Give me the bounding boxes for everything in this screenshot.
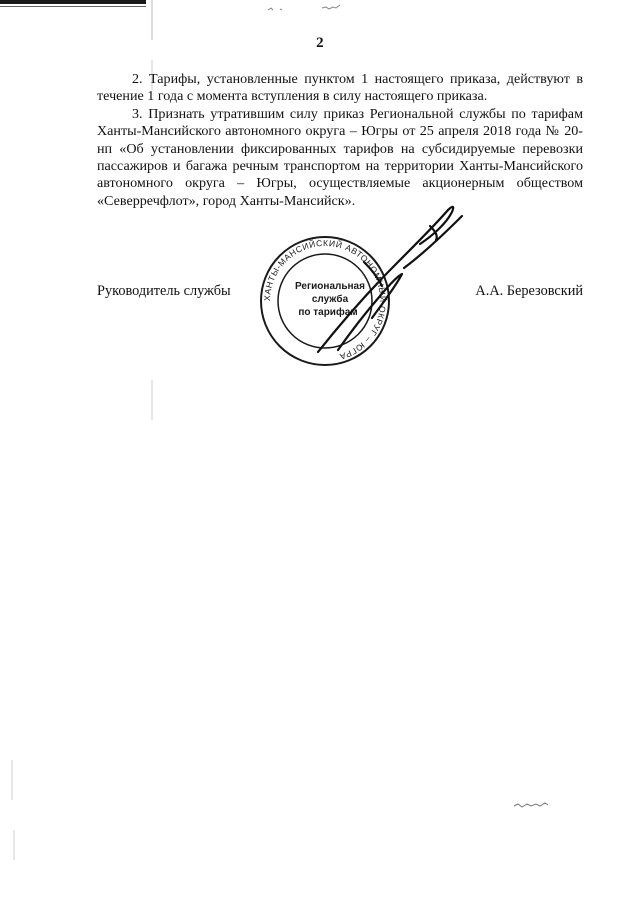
official-seal-stamp	[258, 234, 392, 368]
svg-text:служба: служба	[311, 294, 349, 305]
scan-edge-bar	[0, 0, 146, 4]
svg-text:Региональная: Региональная	[295, 281, 365, 292]
paragraph-2: 2. Тарифы, установленные пунктом 1 настоящего приказа, действуют в течение 1 года с момента вступления в силу настоящего приказа.	[97, 71, 583, 105]
svg-text:ХАНТЫ-МАНСИЙСКИЙ АВТОНОМНЫЙ ОК: ХАНТЫ-МАНСИЙСКИЙ АВТОНОМНЫЙ ОКРУГ – ЮГРА	[261, 237, 389, 362]
page-number: 2	[316, 35, 324, 51]
document-body	[97, 71, 583, 210]
scan-edge-line	[0, 6, 146, 7]
paragraph-3: 3. Признать утратившим силу приказ Региональной службы по тарифам Ханты-Мансийского автономного округа – Югры от 25 апреля 2018 года № 20-нп «Об установлении фиксированных тарифов на субсидируемые перевозки пассажиров и багажа речным транспортом на территории Ханты-Мансийского автономного округа – Югры, осуществляемые акционерным обществом «Северречфлот», город Ханты-Мансийск».	[97, 105, 583, 209]
svg-text:по тарифам: по тарифам	[298, 307, 358, 318]
signatory-name: А.А. Березовский	[475, 283, 583, 299]
signatory-title: Руководитель службы	[97, 283, 231, 299]
